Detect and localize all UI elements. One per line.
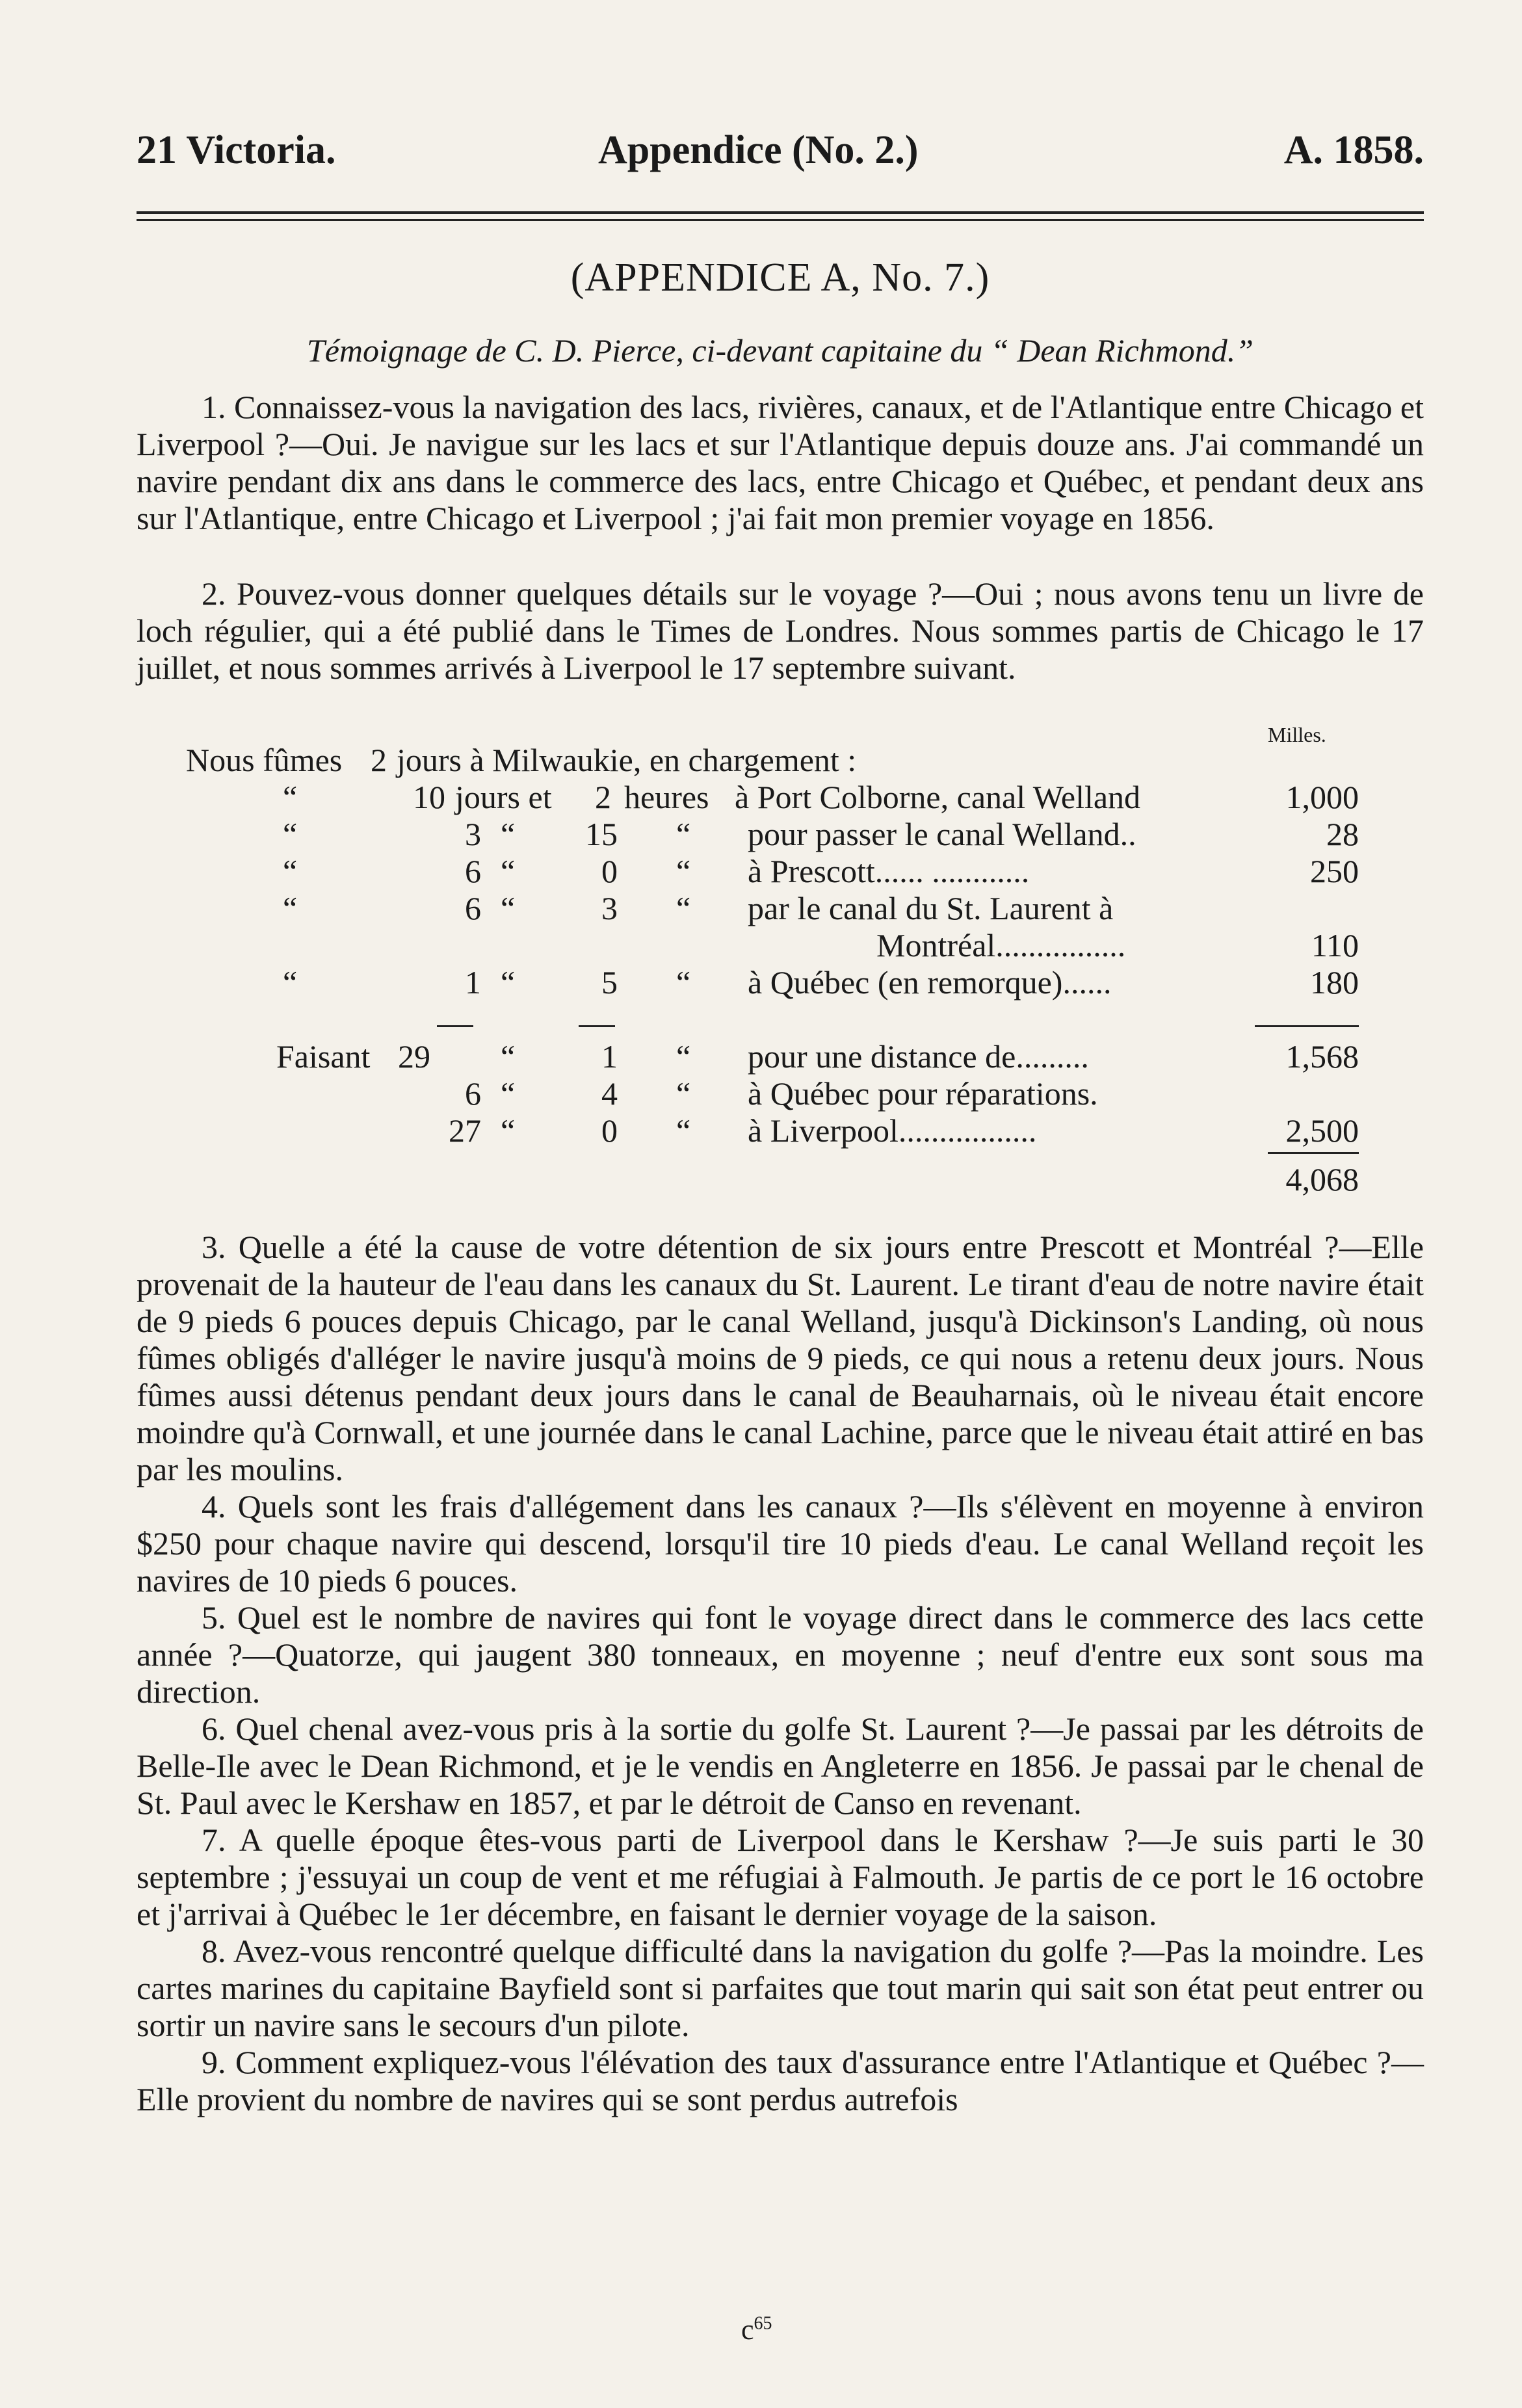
lead-label: Nous fûmes [186,742,343,778]
ditto-mark: “ [283,853,298,889]
description-cell: pour une distance de......... [748,1038,1089,1075]
days-cell: 10 [413,779,445,815]
table-row [137,1038,1424,1075]
description-cell: à Liverpool................. [748,1112,1037,1149]
table-row [137,852,1424,889]
hours-cell: 1 [601,1038,618,1075]
days-cell: 27 [449,1112,481,1149]
days-cell: 29 [398,1038,430,1075]
ditto-mark: “ [676,964,691,1001]
header-year: A. 1858. [1283,128,1424,172]
header-session: 21 Victoria. [137,128,336,172]
question-2: 2. Pouvez-vous donner quelques détails sur le voyage ?—Oui ; nous avons tenu un livre de loch régulier, qui a été publié dans le Times de Londres. Nous sommes partis de Chicago le 17 juillet, et nous sommes arrivés à Liverpool le 17 septembre suivant. [137,575,1424,686]
unit-cell: heures [624,779,709,815]
question-4: 4. Quels sont les frais d'allégement dans les canaux ?—Ils s'élèvent en moyenne à environ $250 pour chaque navire qui descend, lorsqu'il tire 10 pieds d'eau. Le canal Welland reçoit les navires de 10 pieds 6 pouces. [137,1488,1424,1599]
days-cell: 6 [465,1075,481,1112]
days-cell: 3 [465,816,481,852]
hours-cell: 2 [595,779,611,815]
table-row [137,741,1424,778]
question-9: 9. Comment expliquez-vous l'élévation des taux d'assurance entre l'Atlantique et Québec ?—Elle provient du nombre de navires qui se sont perdus autrefois [137,2044,1424,2117]
question-1: 1. Connaissez-vous la navigation des lacs, rivières, canaux, et de l'Atlantique entre Chicago et Liverpool ?—Oui. Je navigue sur les lacs et sur l'Atlantique depuis douze ans. J'ai commandé un navire pendant dix ans dans le commerce des lacs, entre Chicago et Québec, et pendant deux ans sur l'Atlantique, entre Chicago et Liverpool ; j'ai fait mon premier voyage en 1856. [137,389,1424,536]
header-appendix: Appendice (No. 2.) [598,128,919,172]
miles-cell: 2,500 [1285,1112,1359,1149]
ditto-mark: “ [283,890,298,926]
hours-cell: 5 [601,964,618,1001]
ditto-mark: “ [501,890,516,926]
total-miles: 4,068 [1285,1161,1359,1197]
miles-cell: 1,568 [1285,1038,1359,1075]
hours-cell: 4 [601,1075,618,1112]
ditto-mark: “ [283,779,298,815]
ditto-mark: “ [283,964,298,1001]
folio-letter: c [741,2314,754,2346]
description-cell: à Port Colborne, canal Welland [735,779,1141,815]
question-8: 8. Avez-vous rencontré quelque difficulté dans la navigation du golfe ?—Pas la moindre. Les cartes marines du capitaine Bayfield sont si parfaites que tout marin qui sait son état peut entrer ou sortir un navire sans le secours d'un pilote. [137,1933,1424,2043]
folio-number: 65 [754,2313,772,2334]
table-row [137,926,1424,963]
header-rule-top [137,211,1424,214]
ditto-mark: “ [501,816,516,852]
ditto-mark: “ [676,1112,691,1149]
question-7: 7. A quelle époque êtes-vous parti de Liverpool dans le Kershaw ?—Je suis parti le 30 septembre ; j'essuyai un coup de vent et me réfugiai à Falmouth. Je partis de ce port le 16 octobre et j'arrivai à Québec le 1er décembre, en faisant le dernier voyage de la saison. [137,1822,1424,1932]
description-cell: par le canal du St. Laurent à [748,890,1114,926]
miles-column-label: Milles. [1268,723,1326,746]
description-cell: pour passer le canal Welland.. [748,816,1136,852]
description-cell: à Québec (en remorque)...... [748,964,1112,1001]
questions-body [137,1229,1424,2118]
description-cell: à Prescott...... ............ [748,853,1030,889]
ditto-mark: “ [676,890,691,926]
miles-cell: 28 [1326,816,1359,852]
description-cell: à Québec pour réparations. [748,1075,1098,1112]
days-cell: 6 [465,890,481,926]
days-cell: 6 [465,853,481,889]
voyage-log-table [137,741,1424,1203]
miles-cell: 110 [1311,927,1359,963]
hours-cell: 15 [585,816,618,852]
lead-text: jours à Milwaukie, en chargement : [397,742,857,778]
ditto-mark: “ [501,853,516,889]
ditto-mark: “ [501,1038,516,1075]
page-folio [741,2313,772,2346]
ditto-mark: “ [501,964,516,1001]
sum-rule-row [137,1001,1424,1038]
ditto-mark: “ [676,1038,691,1075]
miles-cell: 180 [1310,964,1359,1001]
table-row [137,1075,1424,1112]
table-row [137,963,1424,1001]
hours-cell: 3 [601,890,618,926]
total-rule [1268,1152,1359,1154]
miles-cell: 1,000 [1285,779,1359,815]
table-row [137,815,1424,852]
ditto-mark: “ [283,816,298,852]
ditto-mark: “ [676,816,691,852]
question-3: 3. Quelle a été la cause de votre détention de six jours entre Prescott et Montréal ?—Elle provenait de la hauteur de l'eau dans les canaux du St. Laurent. Le tirant d'eau de notre navire était de 9 pieds 6 pouces depuis Chicago, par le canal Welland, jusqu'à Dickinson's Landing, où nous fûmes obligés d'alléger le navire jusqu'à moins de 9 pieds, ce qui nous a retenu deux jours. Nous fûmes aussi détenus pendant deux jours dans le canal de Beauharnais, où le niveau était encore moindre qu'à Cornwall, et une journée dans le canal Lachine, parce que le niveau était attiré en bas par les moulins. [137,1229,1424,1487]
testimony-subtitle: Témoignage de C. D. Pierce, ci-devant capitaine du “ Dean Richmond.” [306,332,1254,369]
ditto-mark: “ [676,853,691,889]
sum-dash [579,1025,615,1027]
total-row [137,1160,1424,1197]
document-page [137,0,1424,2408]
appendix-title: (APPENDICE A, No. 7.) [570,255,990,300]
question-5: 5. Quel est le nombre de navires qui font le voyage direct dans le commerce des lacs cette année ?—Quatorze, qui jaugent 380 tonneaux, en moyenne ; neuf d'entre eux sont sous ma direction. [137,1599,1424,1710]
ditto-mark: “ [676,1075,691,1112]
question-6: 6. Quel chenal avez-vous pris à la sortie du golfe St. Laurent ?—Je passai par les détroits de Belle-Ile avec le Dean Richmond, et je le vendis en Angleterre en 1856. Je passai par le chenal de St. Paul avec le Kershaw en 1857, et par le détroit de Canso en revenant. [137,1710,1424,1821]
hours-cell: 0 [601,853,618,889]
running-header [137,127,1424,179]
table-row [137,778,1424,815]
miles-cell: 250 [1310,853,1359,889]
lead-label: Faisant [276,1038,371,1075]
hours-cell: 0 [601,1112,618,1149]
days-cell: 2 [371,742,387,778]
unit-cell: jours et [455,779,552,815]
sum-dash [437,1025,473,1027]
table-row [137,889,1424,926]
days-cell: 1 [465,964,481,1001]
ditto-mark: “ [501,1075,516,1112]
sum-dash [1255,1025,1359,1027]
ditto-mark: “ [501,1112,516,1149]
table-row [137,1112,1424,1149]
header-rule-bottom [137,219,1424,221]
description-cell: Montréal................ [876,927,1126,963]
